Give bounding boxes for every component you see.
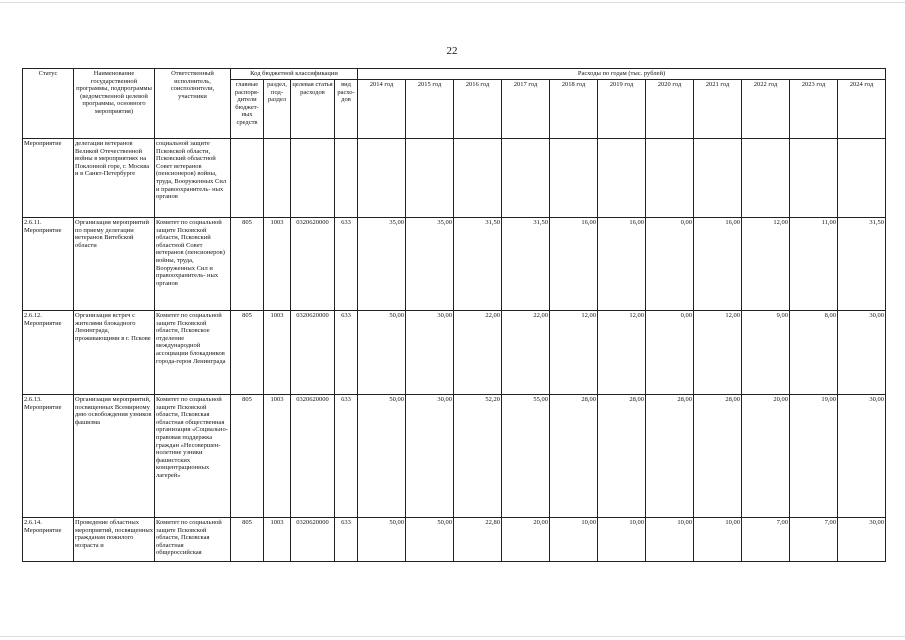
cell-value: 28,00 — [598, 395, 646, 518]
cell-value: 12,00 — [550, 311, 598, 395]
cell-value: 22,00 — [454, 311, 502, 395]
cell-value: 52,20 — [454, 395, 502, 518]
cell-value — [838, 139, 886, 218]
cell-value: 30,00 — [406, 311, 454, 395]
cell-value: 50,00 — [358, 395, 406, 518]
cell-value: 20,00 — [502, 518, 550, 562]
cell-value: 55,00 — [502, 395, 550, 518]
header-year: 2020 год — [646, 80, 694, 139]
cell-executor: Комитет по социальной защите Псковской области, Псковское отделение международной ассоциации блокадников города-героя Ленинграда — [155, 311, 231, 395]
cell-value: 22,80 — [454, 518, 502, 562]
cell-code — [231, 139, 264, 218]
cell-value: 22,00 — [502, 311, 550, 395]
cell-code: 0320620000 — [291, 218, 335, 311]
cell-value: 10,00 — [694, 518, 742, 562]
cell-status: 2.6.11. Мероприятие — [23, 218, 74, 311]
header-expenses-group: Расходы по годам (тыс. рублей) — [358, 69, 886, 80]
cell-value — [598, 139, 646, 218]
table-row — [23, 218, 886, 311]
cell-code: 633 — [335, 395, 358, 518]
header-year: 2016 год — [454, 80, 502, 139]
cell-code — [264, 139, 291, 218]
cell-name: Организация мероприятий, посвященных Всемирному дню освобождения узников фашизма — [74, 395, 155, 518]
cell-value: 16,00 — [550, 218, 598, 311]
cell-value: 35,00 — [406, 218, 454, 311]
cell-value: 12,00 — [694, 311, 742, 395]
table-body — [23, 139, 886, 562]
header-status: Статус — [23, 69, 74, 139]
cell-code: 0320620000 — [291, 311, 335, 395]
header-year: 2023 год — [790, 80, 838, 139]
cell-value: 10,00 — [646, 518, 694, 562]
cell-code: 633 — [335, 518, 358, 562]
cell-value: 19,00 — [790, 395, 838, 518]
cell-code: 1003 — [264, 518, 291, 562]
cell-code: 1003 — [264, 218, 291, 311]
cell-value: 35,00 — [358, 218, 406, 311]
header-year: 2017 год — [502, 80, 550, 139]
header-year: 2014 год — [358, 80, 406, 139]
header-year: 2015 год — [406, 80, 454, 139]
cell-value — [790, 139, 838, 218]
header-year: 2022 год — [742, 80, 790, 139]
cell-value: 50,00 — [358, 311, 406, 395]
cell-code: 1003 — [264, 395, 291, 518]
cell-value: 10,00 — [550, 518, 598, 562]
cell-value: 10,00 — [598, 518, 646, 562]
cell-value: 31,50 — [454, 218, 502, 311]
cell-value: 30,00 — [406, 395, 454, 518]
cell-value: 12,00 — [598, 311, 646, 395]
cell-executor: Комитет по социальной защите Псковской области, Псковская областная общероссийская — [155, 518, 231, 562]
cell-value: 50,00 — [358, 518, 406, 562]
cell-value — [550, 139, 598, 218]
header-executor: Ответственный исполнитель, соисполнители, участники — [155, 69, 231, 139]
cell-value — [742, 139, 790, 218]
header-year: 2024 год — [838, 80, 886, 139]
scan-edge-top — [0, 2, 905, 3]
cell-value: 7,00 — [742, 518, 790, 562]
cell-code: 1003 — [264, 311, 291, 395]
scan-edge-bottom — [0, 636, 905, 637]
cell-value — [694, 139, 742, 218]
cell-code: 805 — [231, 311, 264, 395]
cell-value — [646, 139, 694, 218]
cell-code: 633 — [335, 218, 358, 311]
cell-status: 2.6.13. Мероприятие — [23, 395, 74, 518]
table-row — [23, 139, 886, 218]
cell-value: 50,00 — [406, 518, 454, 562]
header-year: 2019 год — [598, 80, 646, 139]
cell-executor: Комитет по социальной защите Псковской области, Псковский областной Совет ветеранов (пенсионеров) войны, труда, Вооруженных Сил и правоохранитель- ных органов — [155, 218, 231, 311]
cell-code — [291, 139, 335, 218]
cell-value: 16,00 — [694, 218, 742, 311]
cell-value: 30,00 — [838, 395, 886, 518]
table-row — [23, 518, 886, 562]
header-year: 2018 год — [550, 80, 598, 139]
cell-code: 805 — [231, 218, 264, 311]
cell-value: 16,00 — [598, 218, 646, 311]
page-number: 22 — [446, 45, 458, 57]
cell-value: 30,00 — [838, 311, 886, 395]
cell-value: 0,00 — [646, 218, 694, 311]
cell-code: 0320620000 — [291, 395, 335, 518]
header-budget-code-group: Код бюджетной классификации — [231, 69, 358, 80]
cell-name: делегации ветеранов Великой Отечественной войны в мероприятиях на Поклонной горе, г. Москва и в Санкт-Петербурге — [74, 139, 155, 218]
cell-value: 20,00 — [742, 395, 790, 518]
cell-value: 0,00 — [646, 311, 694, 395]
cell-code: 805 — [231, 395, 264, 518]
cell-value: 28,00 — [694, 395, 742, 518]
header-code-col: раздел, под- раздел — [264, 80, 291, 139]
cell-value — [454, 139, 502, 218]
cell-value: 8,00 — [790, 311, 838, 395]
cell-value: 11,00 — [790, 218, 838, 311]
header-code-col: главные распоря- дители бюджет- ных средств — [231, 80, 264, 139]
cell-status: 2.6.12. Мероприятие — [23, 311, 74, 395]
cell-value: 9,00 — [742, 311, 790, 395]
cell-name: Организация мероприятий по приему делегации ветеранов Витебской области — [74, 218, 155, 311]
cell-value — [358, 139, 406, 218]
cell-value: 31,50 — [838, 218, 886, 311]
cell-value: 28,00 — [646, 395, 694, 518]
cell-value — [406, 139, 454, 218]
cell-executor: Комитет по социальной защите Псковской области, Псковская областная общественная организация «Социально-правовая поддержка граждан «Несовершен- нолетние узники фашистских концентрационных лагерей» — [155, 395, 231, 518]
header-code-col: вид расхо- дов — [335, 80, 358, 139]
cell-value: 28,00 — [550, 395, 598, 518]
table-row — [23, 311, 886, 395]
budget-table — [22, 68, 886, 562]
header-code-col: целевая статья расходов — [291, 80, 335, 139]
cell-code: 633 — [335, 311, 358, 395]
table-row — [23, 395, 886, 518]
cell-name: Проведение областных мероприятий, посвященных гражданам пожилого возраста и — [74, 518, 155, 562]
cell-value — [502, 139, 550, 218]
cell-value: 31,50 — [502, 218, 550, 311]
cell-status: 2.6.14. Мероприятие — [23, 518, 74, 562]
cell-code — [335, 139, 358, 218]
cell-executor: социальной защите Псковской области, Псковский областной Совет ветеранов (пенсионеров) войны, труда, Вооруженных Сил и правоохранитель- ных органов — [155, 139, 231, 218]
cell-status: Мероприятие — [23, 139, 74, 218]
cell-value: 12,00 — [742, 218, 790, 311]
header-year: 2021 год — [694, 80, 742, 139]
cell-code: 0320620000 — [291, 518, 335, 562]
header-name: Наименование государственной программы, подпрограммы (ведомственной целевой программы, основного мероприятия) — [74, 69, 155, 139]
cell-value: 30,00 — [838, 518, 886, 562]
cell-code: 805 — [231, 518, 264, 562]
cell-name: Организация встреч с жителями блокадного Ленинграда, проживающими в г. Пскове — [74, 311, 155, 395]
cell-value: 7,00 — [790, 518, 838, 562]
